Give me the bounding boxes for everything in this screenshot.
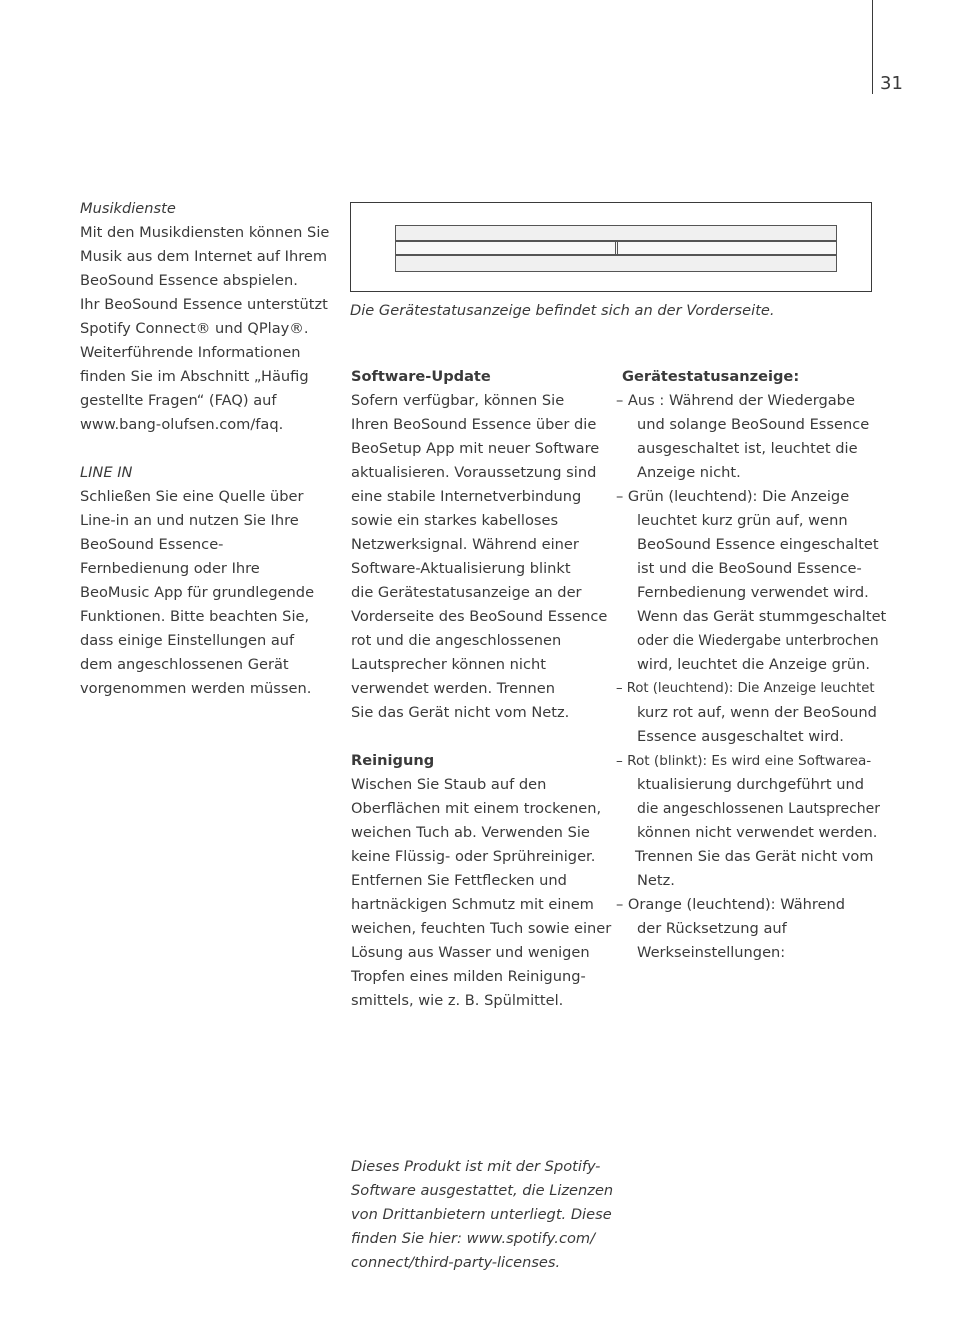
text-line: Anzeige nicht. <box>637 464 741 481</box>
text-line: hartnäckigen Schmutz mit einem <box>351 896 594 913</box>
device-top-panel <box>395 225 837 241</box>
text-line: ausgeschaltet ist, leuchtet die <box>637 440 858 457</box>
musikdienste-heading: Musikdienste <box>80 200 176 217</box>
text-line: BeoSound Essence abspielen. <box>80 272 298 289</box>
text-line: Schließen Sie eine Quelle über <box>80 488 304 505</box>
text-line: connect/third-party-licenses. <box>351 1254 561 1271</box>
text-line: Oberflächen mit einem trockenen, <box>351 800 602 817</box>
status-item-orange <box>616 893 886 965</box>
status-item-title: – Orange (leuchtend): Während <box>616 896 846 913</box>
software-update-body <box>351 389 611 725</box>
text-line: finden Sie im Abschnitt „Häufig <box>80 368 309 385</box>
text-line: finden Sie hier: www.spotify.com/ <box>351 1230 596 1247</box>
status-indicator-icon <box>615 242 618 254</box>
text-line: Entfernen Sie Fettflecken und <box>351 872 567 889</box>
text-line: Vorderseite des BeoSound Essence <box>351 608 608 625</box>
text-line: keine Flüssig- oder Sprühreiniger. <box>351 848 596 865</box>
text-line: oder die Wiedergabe unterbrochen <box>637 633 879 649</box>
text-line: verwendet werden. Trennen <box>351 680 555 697</box>
reinigung-heading: Reinigung <box>351 752 435 769</box>
text-line: aktualisieren. Voraussetzung sind <box>351 464 597 481</box>
line-in-body <box>80 485 330 701</box>
text-line: vorgenommen werden müssen. <box>80 680 312 697</box>
text-line: ktualisierung durchgeführt und <box>637 776 864 793</box>
text-line: Wenn das Gerät stummgeschaltet <box>637 608 887 625</box>
text-line: wird, leuchtet die Anzeige grün. <box>637 656 871 673</box>
text-line: weichen, feuchten Tuch sowie einer <box>351 920 612 937</box>
status-item-title: – Aus : Während der Wiedergabe <box>616 392 855 409</box>
text-line: Fernbedienung oder Ihre <box>80 560 260 577</box>
right-column <box>616 365 886 965</box>
text-line: Spotify Connect® und QPlay®. <box>80 320 309 337</box>
text-line: Sie das Gerät nicht vom Netz. <box>351 704 570 721</box>
text-line: Essence ausgeschaltet wird. <box>637 728 844 745</box>
left-column <box>80 197 330 701</box>
status-item-off <box>616 389 886 485</box>
status-item-title: – Rot (leuchtend): Die Anzeige leuchtet <box>616 681 875 696</box>
status-indicator-heading: Gerätestatusanzeige: <box>622 368 800 385</box>
text-line: smittels, wie z. B. Spülmittel. <box>351 992 564 1009</box>
reinigung-body <box>351 773 611 1013</box>
device-illustration <box>350 202 872 292</box>
text-line: weichen Tuch ab. Verwenden Sie <box>351 824 590 841</box>
text-line: und solange BeoSound Essence <box>637 416 870 433</box>
text-line: Dieses Produkt ist mit der Spotify- <box>351 1158 601 1175</box>
status-item-red-solid <box>616 677 886 749</box>
text-line: BeoMusic App für grundlegende <box>80 584 315 601</box>
text-line: eine stabile Internetverbindung <box>351 488 582 505</box>
text-line: Netz. <box>637 872 675 889</box>
text-line: Werkseinstellungen: <box>637 944 786 961</box>
text-line: rot und die angeschlossenen <box>351 632 562 649</box>
text-line: Netzwerksignal. Während einer <box>351 536 579 553</box>
text-line: Lösung aus Wasser und wenigen <box>351 944 590 961</box>
figure-caption: Die Gerätestatusanzeige befindet sich an der Vorderseite. <box>350 302 775 319</box>
text-line: der Rücksetzung auf <box>637 920 787 937</box>
text-line: Trennen Sie das Gerät nicht vom <box>635 848 874 865</box>
text-line: Lautsprecher können nicht <box>351 656 546 673</box>
device-base-panel <box>395 255 837 272</box>
status-item-title: – Grün (leuchtend): Die Anzeige <box>616 488 850 505</box>
status-item-green <box>616 485 886 677</box>
text-line: Line-in an und nutzen Sie Ihre <box>80 512 299 529</box>
line-in-heading: LINE IN <box>80 464 133 481</box>
text-line: Weiterführende Informationen <box>80 344 301 361</box>
spotify-license-note <box>351 1155 614 1275</box>
text-line: die Gerätestatusanzeige an der <box>351 584 582 601</box>
text-line: sowie ein starkes kabelloses <box>351 512 559 529</box>
status-item-red-blinking <box>616 749 886 893</box>
status-item-title: – Rot (blinkt): Es wird eine Softwarea- <box>616 753 872 769</box>
faq-link-text: www.bang-olufsen.com/faq. <box>80 416 284 433</box>
text-line: dem angeschlossenen Gerät <box>80 656 289 673</box>
text-line: BeoSound Essence- <box>80 536 224 553</box>
text-line: Wischen Sie Staub auf den <box>351 776 547 793</box>
text-line: gestellte Fragen“ (FAQ) auf <box>80 392 277 409</box>
device-front-panel <box>395 241 837 255</box>
text-line: von Drittanbietern unterliegt. Diese <box>351 1206 612 1223</box>
software-update-heading: Software-Update <box>351 368 491 385</box>
text-line: leuchtet kurz grün auf, wenn <box>637 512 848 529</box>
musikdienste-body <box>80 221 330 437</box>
text-line: kurz rot auf, wenn der BeoSound <box>637 704 877 721</box>
text-line: Software ausgestattet, die Lizenzen <box>351 1182 614 1199</box>
text-line: Ihren BeoSound Essence über die <box>351 416 597 433</box>
text-line: BeoSetup App mit neuer Software <box>351 440 600 457</box>
text-line: die angeschlossenen Lautsprecher <box>637 801 881 817</box>
text-line: können nicht verwendet werden. <box>637 824 878 841</box>
text-line: Musik aus dem Internet auf Ihrem <box>80 248 328 265</box>
text-line: Fernbedienung verwendet wird. <box>637 584 869 601</box>
text-line: ist und die BeoSound Essence- <box>637 560 862 577</box>
page-number: 31 <box>880 73 903 94</box>
middle-column <box>351 365 611 1013</box>
text-line: Tropfen eines milden Reinigung- <box>351 968 586 985</box>
text-line: Sofern verfügbar, können Sie <box>351 392 565 409</box>
text-line: Software-Aktualisierung blinkt <box>351 560 571 577</box>
page-margin-rule <box>872 0 873 94</box>
text-line: dass einige Einstellungen auf <box>80 632 295 649</box>
text-line: BeoSound Essence eingeschaltet <box>637 536 879 553</box>
text-line: Ihr BeoSound Essence unterstützt <box>80 296 328 313</box>
text-line: Mit den Musikdiensten können Sie <box>80 224 330 241</box>
text-line: Funktionen. Bitte beachten Sie, <box>80 608 310 625</box>
